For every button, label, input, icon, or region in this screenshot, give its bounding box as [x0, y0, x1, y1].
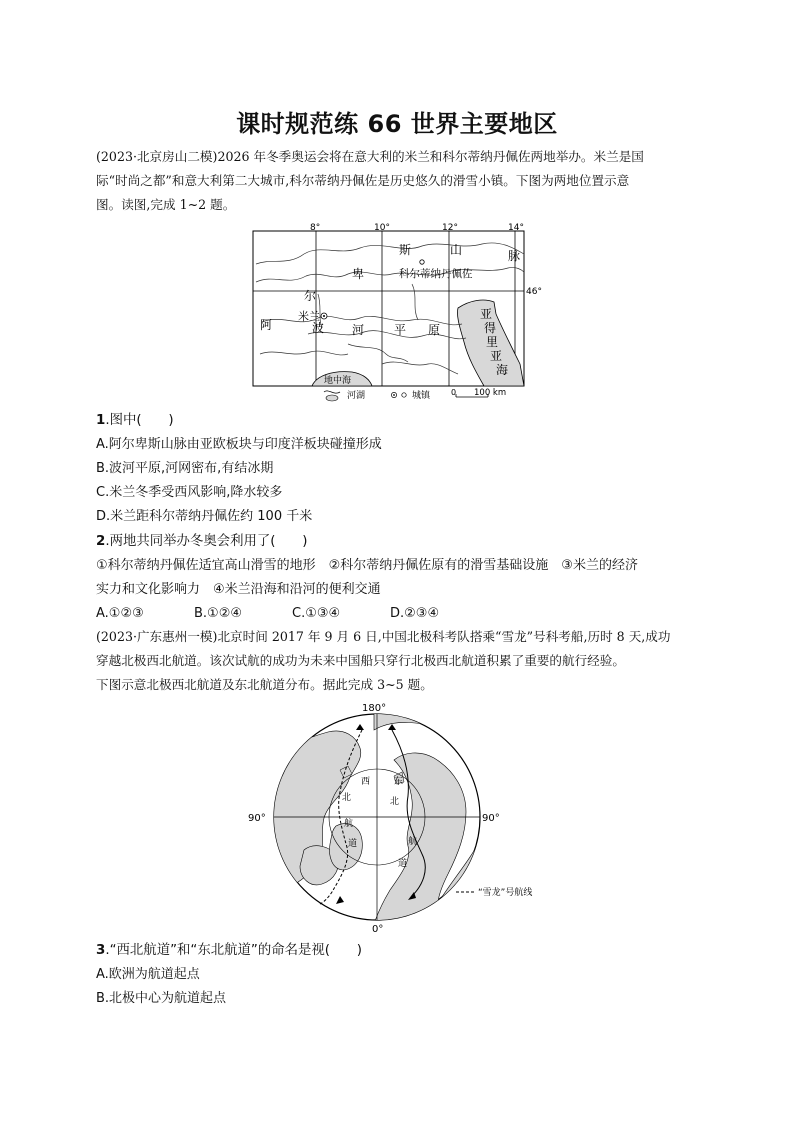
lon-14-label: 14° [508, 223, 524, 233]
label-ya2: 亚 [490, 349, 503, 363]
intro-1-line-1: (2023·北京房山二模)2026 年冬季奥运会将在意大利的米兰和科尔蒂纳丹佩佐两地举办。米兰是国 [96, 149, 644, 164]
label-bei: 卑 [352, 267, 365, 281]
intro-paragraph-1 [96, 145, 704, 217]
question-2-stem: 2.两地共同举办冬奥会利用了( ) [96, 534, 308, 549]
label-si: 斯 [399, 243, 412, 257]
label-0: 0° [372, 924, 384, 935]
label-nw-bei: 北 [342, 793, 352, 803]
label-milan: 米兰 [298, 310, 320, 323]
label-nw-hang: 航 [344, 819, 354, 829]
lon-10-label: 10° [374, 223, 390, 233]
q1-option-d[interactable]: D.米兰距科尔蒂纳丹佩佐约 100 千米 [96, 509, 313, 524]
scale-zero: 0 [451, 388, 457, 397]
label-ne-dao: 道 [398, 859, 408, 869]
q2-statement-line-2: 实力和文化影响力 ④米兰沿海和沿河的便利交通 [96, 582, 381, 597]
label-de: 得 [484, 321, 497, 335]
label-he: 河 [352, 323, 365, 337]
label-mediterranean: 地中海 [324, 376, 352, 386]
label-ya: 亚 [480, 307, 493, 321]
legend-city-label: 城镇 [412, 391, 431, 401]
label-er: 尔 [304, 289, 317, 303]
label-ne-bei: 北 [390, 797, 400, 807]
q1-option-a[interactable]: A.阿尔卑斯山脉由亚欧板块与印度洋板块碰撞形成 [96, 437, 382, 452]
intro-1-line-2: 际“时尚之都”和意大利第二大城市,科尔蒂纳丹佩佐是历史悠久的滑雪小镇。下图为两地位置示意 [96, 173, 630, 188]
label-mai: 脉 [508, 249, 521, 263]
arctic-routes-map [244, 700, 554, 935]
alps-location-map [252, 223, 542, 404]
label-180: 180° [362, 703, 387, 714]
q3-option-a[interactable]: A.欧洲为航道起点 [96, 967, 200, 982]
q2-option-a[interactable]: A.①②③ [96, 606, 144, 621]
cortina-marker [420, 260, 424, 264]
q1-option-b[interactable]: B.波河平原,河网密布,有结冰期 [96, 461, 274, 476]
label-90-west: 90° [248, 813, 266, 824]
label-li: 里 [486, 335, 499, 349]
label-hai: 海 [496, 363, 509, 377]
q1-option-c[interactable]: C.米兰冬季受西风影响,降水较多 [96, 485, 283, 500]
label-90-east: 90° [482, 813, 500, 824]
lon-12-label: 12° [442, 223, 458, 233]
label-ne-dong: 东 [394, 777, 404, 787]
legend-city-symbol-2 [402, 393, 406, 397]
label-cortina: 科尔蒂纳丹佩佐 [399, 268, 473, 280]
legend-river-label: 河湖 [347, 391, 366, 401]
label-ne-hang: 航 [408, 837, 418, 847]
question-3-stem: 3.“西北航道”和“东北航道”的命名是视( ) [96, 943, 363, 958]
intro-2-line-2: 穿越北极西北航道。该次试航的成功为未来中国船只穿行北极西北航道积累了重要的航行经验。 [96, 653, 625, 668]
legend-route-label: “雪龙”号航线 [478, 888, 533, 898]
legend-river-symbol [324, 391, 340, 393]
label-a: 阿 [260, 318, 273, 332]
label-shan: 山 [450, 243, 463, 257]
question-1-stem: 1.图中( ) [96, 413, 174, 428]
intro-2-line-1: (2023·广东惠州一模)北京时间 2017 年 9 月 6 日,中国北极科考队搭乘“雪龙”号科考船,历时 8 天,成功 [96, 629, 671, 644]
q2-options-row [96, 603, 488, 625]
label-ping: 平 [394, 323, 407, 337]
label-bo: 波 [312, 321, 325, 335]
scale-label: 100 km [474, 388, 507, 398]
intro-paragraph-2 [96, 625, 704, 697]
label-yuan: 原 [428, 323, 441, 337]
label-nw-xi: 西 [361, 777, 371, 787]
page-title: 课时规范练 66 世界主要地区 [236, 110, 558, 138]
q3-option-b[interactable]: B.北极中心为航道起点 [96, 991, 227, 1006]
q2-option-b[interactable]: B.①②④ [194, 606, 243, 621]
label-nw-dao: 道 [348, 839, 358, 849]
intro-2-line-3: 下图示意北极西北航道及东北航道分布。据此完成 3~5 题。 [96, 677, 433, 692]
q2-statement-line-1: ①科尔蒂纳丹佩佐适宜高山滑雪的地形 ②科尔蒂纳丹佩佐原有的滑雪基础设施 ③米兰的经济 [96, 558, 638, 573]
lon-8-label: 8° [310, 223, 321, 233]
lat-46-label: 46° [526, 287, 542, 297]
legend-lake-symbol [326, 395, 338, 401]
intro-1-line-3: 图。读图,完成 1~2 题。 [96, 197, 236, 212]
q2-option-c[interactable]: C.①③④ [292, 606, 341, 621]
q2-option-d[interactable]: D.②③④ [390, 606, 440, 621]
